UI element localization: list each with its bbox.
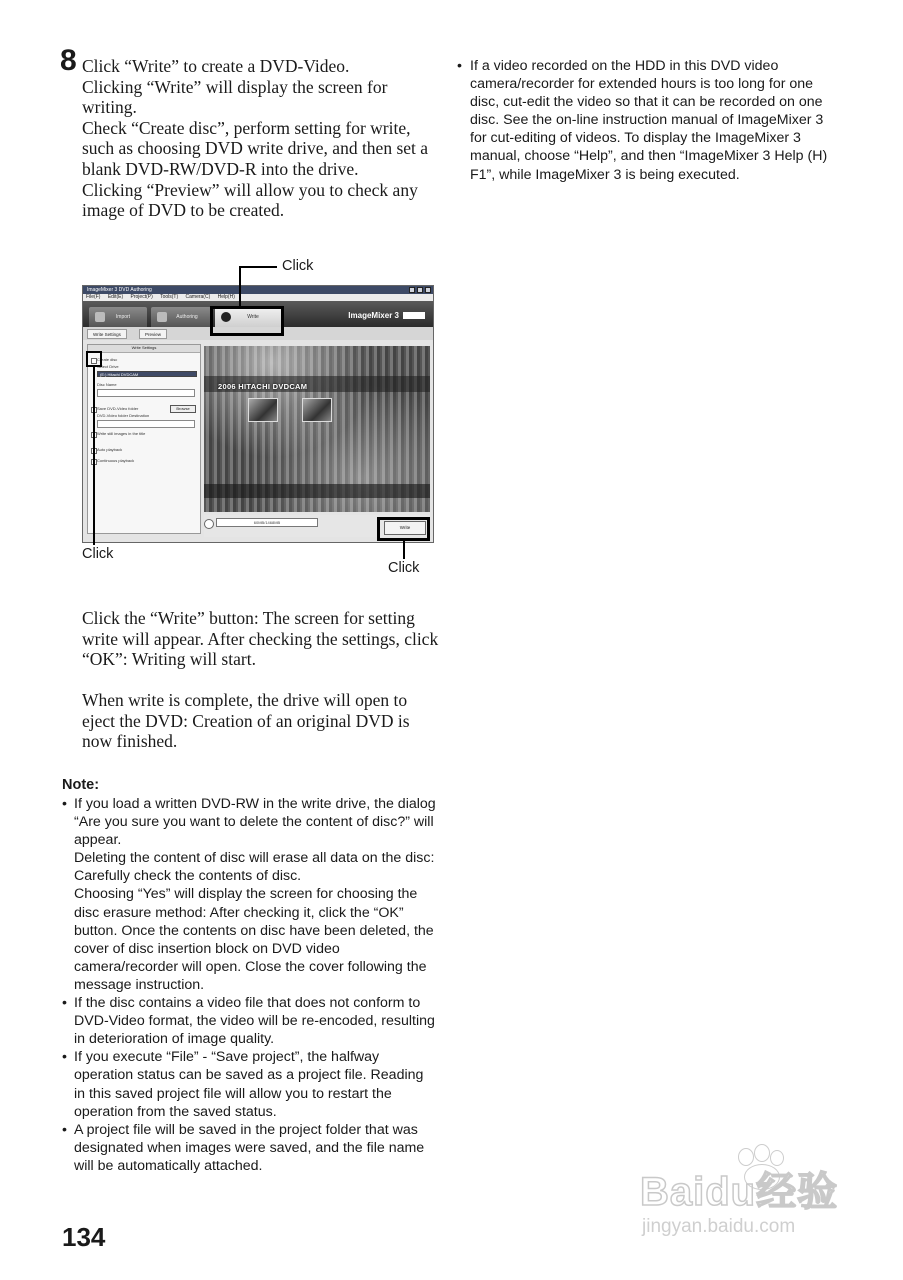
disc-name-field <box>97 389 195 397</box>
paw-icon <box>754 1144 770 1162</box>
note-text: • A project file will be saved in the project folder that was designated when images were saved, and the file name will be automatically attached. <box>74 1121 425 1174</box>
auto-playback-label: Auto playback <box>97 447 123 452</box>
step-instructions <box>82 56 442 221</box>
panel-title: Write Settings <box>88 345 200 353</box>
folder-destination-label: DVD-Video folder Destination <box>97 413 150 418</box>
write-settings-panel <box>87 344 201 534</box>
drive-select: (E:) Hitachi DVDCAM <box>97 371 197 377</box>
step-number: 8 <box>60 44 77 77</box>
leader-line <box>239 266 241 306</box>
note-text: • If a video recorded on the HDD in this DVD video camera/recorder for extended hours is too long for one disc, cut-edit the video so that it can be recorded on one disc. See the on-line instruction manual of ImageMixer 3 for cut-editing of videos. To display the ImageMixer 3 manual, choose “Help”, and then “ImageMixer 3 Help (H) F1”, while ImageMixer 3 is being executed. <box>470 58 828 183</box>
capacity-meter: 60MB/1468MB <box>216 518 318 527</box>
chapter-thumbnail <box>248 398 278 422</box>
note-text: • If you load a written DVD-RW in the write drive, the dialog “Are you sure you want to delete the content of disc?” will appear. <box>74 796 436 849</box>
save-folder-label: Save DVD-Video folder <box>97 406 139 411</box>
maximize-icon <box>417 287 423 293</box>
write-button: Write <box>384 521 426 535</box>
note-item <box>62 795 437 994</box>
menu-item: File(F) <box>86 294 101 300</box>
callout-label: Click <box>82 546 114 562</box>
write-tab-highlight <box>210 306 284 336</box>
menu-item: Tools(T) <box>160 294 179 300</box>
brand-text: ImageMixer 3 <box>348 311 399 320</box>
menu-item: Help(H) <box>217 294 235 300</box>
preview-stripe <box>204 484 430 498</box>
step-line: Check “Create disc”, perform setting for write, such as choosing DVD write drive, and then set a blank DVD-RW/DVD-R into the drive. <box>82 117 429 179</box>
write-still-label: Write still images in the title <box>97 431 146 436</box>
select-drive-label: Select Drive <box>97 364 119 369</box>
chapter-thumbnail <box>302 398 332 422</box>
create-disc-label: Create disc <box>97 357 118 362</box>
minimize-icon <box>409 287 415 293</box>
note-text: • If you execute “File” - “Save project”, the halfway operation status can be saved as a project file. Reading in this saved project file will allow you to restart the operation from the saved status. <box>74 1049 424 1120</box>
create-disc-highlight <box>86 351 102 367</box>
leader-line <box>93 367 95 545</box>
step-line: Click “Write” to create a DVD-Video. <box>82 56 350 76</box>
paw-icon <box>738 1148 754 1166</box>
tab-import <box>89 307 147 327</box>
close-icon <box>425 287 431 293</box>
subtab-preview: Preview <box>139 329 167 339</box>
paw-icon <box>770 1150 784 1166</box>
brand-logo <box>348 311 425 321</box>
menu-item: Project(P) <box>130 294 153 300</box>
tab-label: Import <box>115 314 131 320</box>
menu-item: Edit(E) <box>107 294 124 300</box>
note-item <box>457 57 832 184</box>
leader-line <box>403 541 405 559</box>
paragraph-text: When write is complete, the drive will open to eject the DVD: Creation of an original DVD is now finished. <box>82 690 410 752</box>
leader-line <box>239 266 277 268</box>
disc-badge-icon <box>403 312 425 319</box>
note-item <box>62 1121 437 1175</box>
paragraph <box>82 690 442 752</box>
step-line: Clicking “Preview” will allow you to check any image of DVD to be created. <box>82 179 418 221</box>
callout-label: Click <box>388 560 420 576</box>
disc-name-label: Disc Name <box>97 382 117 387</box>
watermark-url: jingyan.baidu.com <box>642 1216 796 1237</box>
disc-icon <box>204 519 214 529</box>
note-item <box>62 1048 437 1120</box>
folder-destination-field <box>97 420 195 428</box>
import-icon <box>95 312 105 322</box>
preview-title: 2006 HITACHI DVDCAM <box>218 382 308 391</box>
tab-label: Authoring <box>176 314 198 320</box>
authoring-icon <box>157 312 167 322</box>
subtab-write-settings: Write Settings <box>87 329 127 339</box>
watermark-logo <box>640 1148 870 1248</box>
paragraph-text: Click the “Write” button: The screen for setting write will appear. After checking the settings, click “OK”: Writing will start. <box>82 608 439 670</box>
step-line: Clicking “Write” will display the screen for writing. <box>82 76 388 118</box>
page-number: 134 <box>62 1222 106 1252</box>
dvd-menu-preview <box>204 346 430 512</box>
callout-label: Click <box>282 258 314 274</box>
note-item <box>62 994 437 1048</box>
note-text: Deleting the content of disc will erase all data on the disc: Carefully check the contents of disc. <box>74 850 435 885</box>
right-note-list <box>457 57 832 184</box>
write-button-highlight <box>377 517 430 541</box>
continuous-playback-label: Continuous playback <box>97 458 135 463</box>
browse-button: Browse <box>170 405 196 413</box>
tab-authoring <box>151 307 211 327</box>
tab-label: Write <box>247 314 259 320</box>
note-heading: Note: <box>62 777 100 793</box>
note-text: Choosing “Yes” will display the screen for choosing the disc erasure method: After checking it, click the “OK” button. Once the contents on disc have been deleted, the cover of disc insertion block on DVD video camera/recorder will open. Close the cover following the message instruction. <box>74 886 434 993</box>
note-text: • If the disc contains a video file that does not conform to DVD-Video format, the video will be re-encoded, resulting in deterioration of image quality. <box>74 995 435 1048</box>
menu-bar <box>83 294 433 301</box>
paragraph <box>82 608 442 670</box>
menu-item: Camera(C) <box>185 294 211 300</box>
window-title: ImageMixer 3 DVD Authoring <box>83 286 433 294</box>
watermark-brand: Baidu经验 <box>640 1170 839 1214</box>
note-list <box>62 795 437 1175</box>
